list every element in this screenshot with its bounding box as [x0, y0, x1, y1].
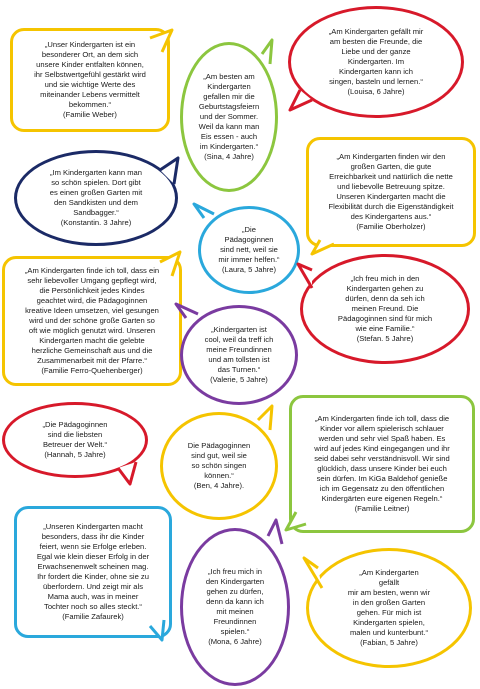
quote-text: „Unseren Kindergarten macht besonders, dass ihr die Kinder feiert, wenn sie Erfolge erleben. Egal wie klein dieser Erfolg in der Erwachsenenwelt scheinen mag. Ihr fordert die Kinder, ohne sie zu überfordern. Und zeigt mir als Mama auch, was in meiner Tochter noch so alles steckt.“ (Familie Zafaurek) [36, 521, 150, 622]
bubble-tail-8 [176, 304, 198, 318]
bubble-tail-5 [194, 204, 214, 218]
quote-text: „Am Kindergarten gefällt mir am besten, wenn wir in den großen Garten gehen. Für mich ist Kindergarten spielen, malen und kunterbunt.“ (Fabian, 5 Jahre) [347, 567, 431, 648]
quote-text: „Am Kindergarten gefällt mir am besten die Freunde, die Liebe und der ganze Kindergarten. Im Kindergarten kann ich singen, basteln und lernen.“ (Louisa, 6 Jahre) [328, 26, 424, 97]
quote-text: „Die Pädagoginnen sind die liebsten Betreuer der Welt.“ (Hannah, 5 Jahre) [42, 419, 108, 460]
bubble-tail-7 [298, 264, 312, 288]
bubble-tail-1 [262, 40, 272, 64]
bubble-tail-3 [160, 158, 178, 184]
bubble-tail-13 [268, 520, 282, 544]
quote-text: „Kindergarten ist cool, weil da treff ich meine Freundinnen und am tollsten ist das Turnen.“ (Valerie, 5 Jahre) [204, 324, 274, 385]
bubble-tail-2 [290, 90, 312, 110]
quote-bubble-ferro-quehenberger [2, 256, 182, 386]
bubble-tail-6 [160, 252, 180, 276]
quote-text: „Ich freu mich in den Kindergarten gehen zu dürfen, denn da kann ich mit meinen Freundinnen spielen.“ (Mona, 6 Jahre) [205, 566, 265, 647]
bubble-tail-10 [258, 406, 272, 430]
bubble-tail-4 [312, 240, 334, 254]
quote-text: „Am Kindergarten finde ich toll, dass ein sehr liebevoller Umgang gepflegt wird, die Persönlichkeit jedes Kindes geachtet wird, die Pädagoginnen kreative Ideen umsetzen, viel gesungen wird und der schöne große Garten so oft wie möglich genutzt wird. Unseren Kindergarten macht die gelebte herzliche Gemeinschaft aus und die Zusammenarbeit mit der Pfarre.“ (Familie Ferro-Quehenberger) [24, 265, 160, 376]
quote-text: „Im Kindergarten kann man so schön spielen. Dort gibt es einen großen Garten mit den Sandkisten und dem Sandbagger.“ (Konstantin. 3 Jahre) [49, 167, 143, 228]
quote-text: „Am Kindergarten finden wir den großen Garten, die gute Erreichbarkeit und natürlich die nette und liebevolle Betreuung spitze. Unseren Kindergarten macht die Flexibilität durch die Eigenständigkeit des Kindergartens aus.“ (Familie Oberholzer) [328, 151, 454, 232]
quote-text: „Ich freu mich in den Kindergarten gehen zu dürfen, denn da seh ich meinen Freund. Die Pädagoginnen sind für mich wie eine Familie.“ (Stefan. 5 Jahre) [337, 273, 433, 344]
quote-bubble-oberholzer [306, 137, 476, 247]
quote-bubble-zafaurek [14, 506, 172, 638]
quote-text: „Unser Kindergarten ist ein besonderer Ort, an dem sich unsere Kinder entfalten können, ihr Selbstwertgefühl gestärkt wird und sie wichtige Werte des miteinander Lebens vermittelt bekommen.“ (Familie Weber) [34, 39, 146, 120]
quote-text: „Die Pädagoginnen sind nett, weil sie mir immer helfen.“ (Laura, 5 Jahre) [218, 224, 280, 275]
quote-text: Die Pädagoginnen sind gut, weil sie so schön singen können.“ (Ben, 4 Jahre). [187, 440, 251, 491]
bubble-tail-14 [304, 558, 322, 588]
bubble-tail-11 [286, 512, 306, 530]
quote-bubble-leitner [289, 395, 475, 533]
quote-text: „Am besten am Kindergarten gefallen mir die Geburtstagsfeiern und der Sommer. Weil da kann man Eis essen - auch im Kindergarten.“ (Sina, 4 Jahre) [198, 71, 260, 162]
quote-text: „Am Kindergarten finde ich toll, dass die Kinder vor allem spielerisch schlauer werden und sehr viel Spaß haben. Es wird auf jedes Kind eingegangen und ihr seid dabei sehr verständnisvoll. Wir sind glücklich, dass unsere Kinder bei euch sein dürfen. Im KiGa Baldehof genieße ich im Gegensatz zu den öffentlichen Kindergärten eure eigenen Regeln.“ (Familie Leitner) [314, 413, 450, 514]
bubble-tail-12 [150, 620, 164, 640]
bubble-tail-0 [150, 30, 172, 52]
bubble-tail-9 [118, 462, 136, 484]
